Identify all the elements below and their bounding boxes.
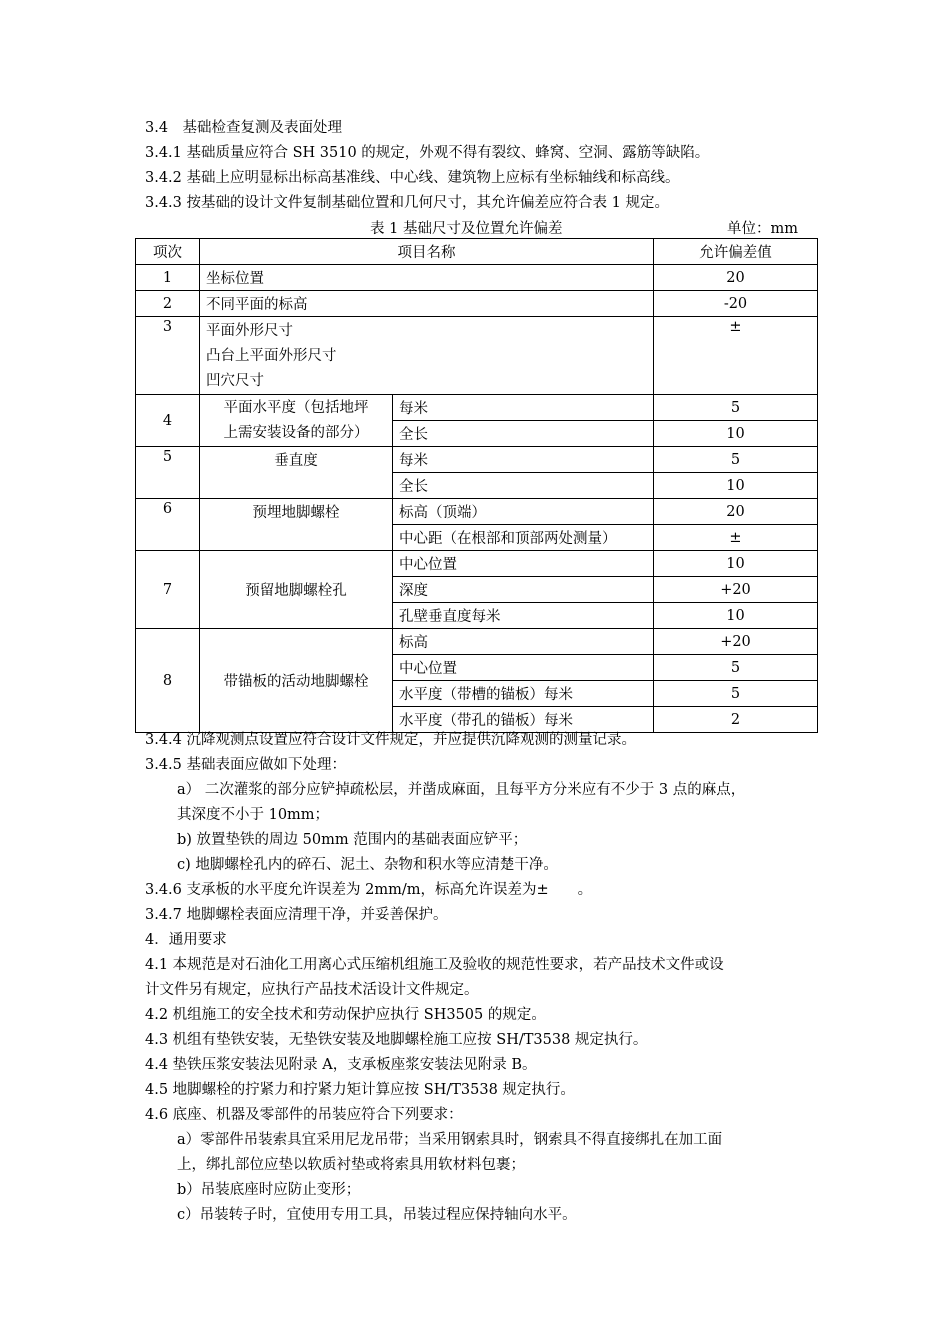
tolerance-table [135,238,818,733]
row-name-multi [200,395,393,447]
row-name: 垂直度 [200,447,393,499]
row-no: 2 [136,291,200,317]
section-3-4-heading: 3.4 基础检查复测及表面处理 [145,120,343,136]
row-tolerance: ± [654,525,818,551]
table-row [136,291,818,317]
row-name-line: 平面水平度（包括地坪 [223,399,369,416]
row-no: 4 [136,395,200,447]
list-item-c: c）吊装转子时，宜使用专用工具，吊装过程应保持轴向水平。 [177,1207,577,1223]
row-sub-item: 水平度（带孔的锚板）每米 [393,707,654,733]
list-item-a-line2: 上，绑扎部位应垫以软质衬垫或将索具用软材料包裹； [177,1157,525,1173]
row-sub-item: 标高（顶端） [393,499,654,525]
row-tolerance: 5 [654,395,818,421]
clause-3-4-5: 3.4.5 基础表面应做如下处理： [145,757,347,773]
row-tolerance: 2 [654,707,818,733]
list-item-c: c) 地脚螺栓孔内的碎石、泥土、杂物和积水等应清楚干净。 [177,857,558,873]
row-sub-item: 每米 [393,395,654,421]
row-tolerance: 10 [654,473,818,499]
row-tolerance: -20 [654,291,818,317]
row-no: 6 [136,499,200,551]
table-row [136,499,818,525]
row-tolerance: 20 [654,265,818,291]
list-item-b: b) 放置垫铁的周边 50mm 范围内的基础表面应铲平； [177,832,528,848]
table-row [136,265,818,291]
clause-4-5: 4.5 地脚螺栓的拧紧力和拧紧力矩计算应按 SH/T3538 规定执行。 [145,1082,575,1098]
clause-4-1-line2: 计文件另有规定，应执行产品技术活设计文件规定。 [145,982,479,998]
clause-3-4-4: 3.4.4 沉降观测点设置应符合设计文件规定，并应提供沉降观测的测量记录。 [145,732,637,748]
table-row [136,447,818,473]
row-tolerance: 20 [654,499,818,525]
row-sub-item: 中心位置 [393,655,654,681]
row-tolerance: 5 [654,681,818,707]
row-name: 坐标位置 [200,265,654,291]
row-tolerance: 5 [654,655,818,681]
clause-4-1-line1: 4.1 本规范是对石油化工用离心式压缩机组施工及验收的规范性要求，若产品技术文件或设 [145,957,724,973]
header-tolerance: 允许偏差值 [654,239,818,265]
table-row [136,551,818,577]
clause-3-4-7: 3.4.7 地脚螺栓表面应清理干净，并妥善保护。 [145,907,448,923]
list-item-a-line1: a） 二次灌浆的部分应铲掉疏松层，并凿成麻面，且每平方分米应有不少于 3 点的麻点， [177,782,746,798]
row-tolerance: 10 [654,551,818,577]
clause-4-6: 4.6 底座、机器及零部件的吊装应符合下列要求： [145,1107,463,1123]
row-no: 5 [136,447,200,499]
row-no: 8 [136,629,200,733]
table-row [136,629,818,655]
row-sub-item: 中心距（在根部和顶部两处测量） [393,525,654,551]
row-name-line: 上需安装设备的部分） [223,424,369,441]
row-name-multi [200,317,654,395]
row-sub-item: 深度 [393,577,654,603]
clause-3-4-6: 3.4.6 支承板的水平度允许误差为 2mm/m，标高允许误差为± 。 [145,882,593,898]
table-header-row [136,239,818,265]
clause-3-4-1: 3.4.1 基础质量应符合 SH 3510 的规定，外观不得有裂纹、蜂窝、空洞、露筋等缺陷。 [145,145,710,161]
row-no: 1 [136,265,200,291]
clause-4-2: 4.2 机组施工的安全技术和劳动保护应执行 SH3505 的规定。 [145,1007,546,1023]
row-name-line: 平面外形尺寸 [206,323,293,339]
row-tolerance: 10 [654,421,818,447]
row-name-line: 凹穴尺寸 [206,373,264,389]
table-row [136,395,818,421]
row-tolerance: +20 [654,577,818,603]
row-sub-item: 标高 [393,629,654,655]
row-name: 预留地脚螺栓孔 [200,551,393,629]
row-tolerance: +20 [654,629,818,655]
row-sub-item: 每米 [393,447,654,473]
row-name: 不同平面的标高 [200,291,654,317]
list-item-b: b）吊装底座时应防止变形； [177,1182,361,1198]
section-4-heading: 4．通用要求 [145,932,227,948]
row-no: 7 [136,551,200,629]
clause-4-3: 4.3 机组有垫铁安装，无垫铁安装及地脚螺栓施工应按 SH/T3538 规定执行。 [145,1032,648,1048]
table-unit: 单位：mm [727,221,798,237]
row-tolerance: 5 [654,447,818,473]
header-item-no: 项次 [136,239,200,265]
row-name: 带锚板的活动地脚螺栓 [200,629,393,733]
table-caption: 表 1 基础尺寸及位置允许偏差 [370,221,563,237]
row-sub-item: 孔壁垂直度每米 [393,603,654,629]
row-name-line: 凸台上平面外形尺寸 [206,348,337,364]
list-item-a-line2: 其深度不小于 10mm； [177,807,330,823]
row-no: 3 [136,317,200,395]
clause-4-4: 4.4 垫铁压浆安装法见附录 A，支承板座浆安装法见附录 B。 [145,1057,537,1073]
row-tolerance: ± [654,317,818,395]
row-sub-item: 水平度（带槽的锚板）每米 [393,681,654,707]
table-row [136,317,818,395]
clause-3-4-3: 3.4.3 按基础的设计文件复制基础位置和几何尺寸，其允许偏差应符合表 1 规定。 [145,195,669,211]
header-item-name: 项目名称 [200,239,654,265]
row-sub-item: 全长 [393,473,654,499]
list-item-a-line1: a）零部件吊装索具宜采用尼龙吊带；当采用钢索具时，钢索具不得直接绑扎在加工面 [177,1132,723,1148]
row-sub-item: 中心位置 [393,551,654,577]
row-name: 预埋地脚螺栓 [200,499,393,551]
row-tolerance: 10 [654,603,818,629]
clause-3-4-2: 3.4.2 基础上应明显标出标高基准线、中心线、建筑物上应标有坐标轴线和标高线。 [145,170,680,186]
row-sub-item: 全长 [393,421,654,447]
